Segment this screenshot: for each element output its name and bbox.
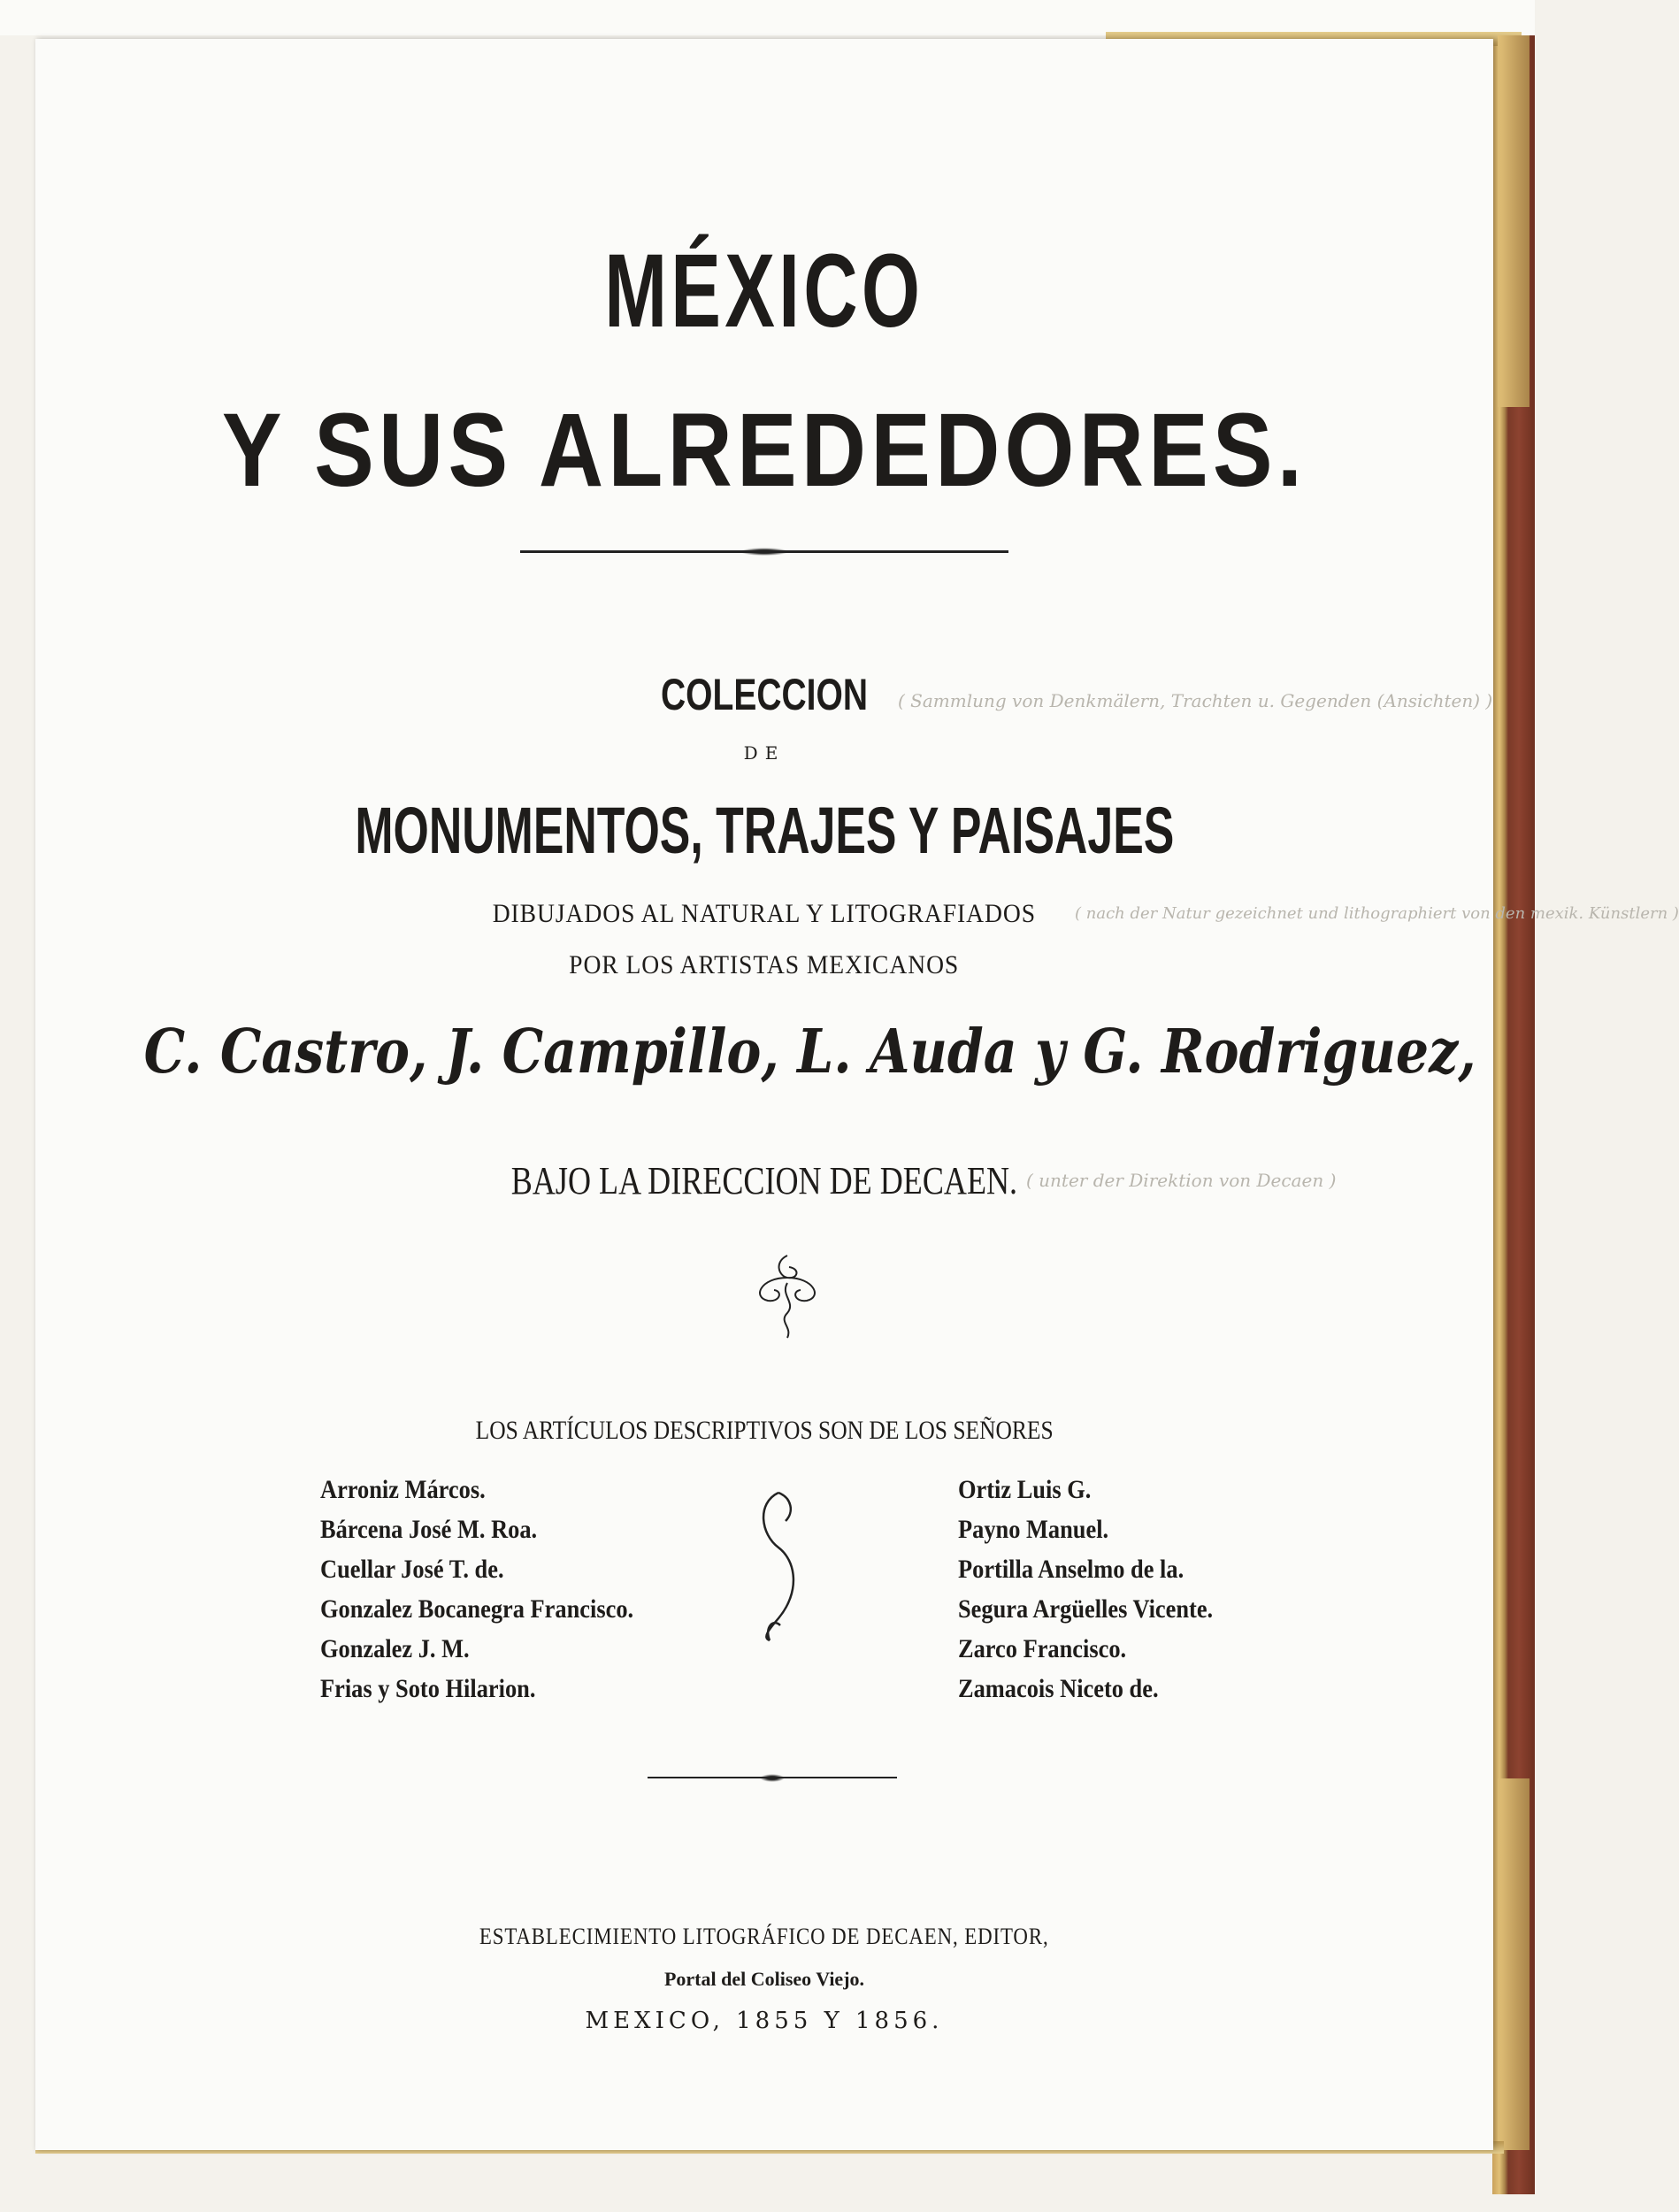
contributors-heading: LOS ARTÍCULOS DESCRIPTIVOS SON DE LOS SEÑORES bbox=[475, 1416, 1054, 1445]
contributor-name: Bárcena José M. Roa. bbox=[320, 1515, 538, 1544]
contributor-name: Zamacois Niceto de. bbox=[958, 1674, 1159, 1703]
contributor-name: Segura Argüelles Vicente. bbox=[958, 1594, 1214, 1624]
contributors-heading-row bbox=[35, 1416, 1493, 1446]
contributor-name: Cuellar José T. de. bbox=[320, 1555, 504, 1584]
title-page bbox=[35, 39, 1679, 2150]
background-top bbox=[0, 0, 1535, 35]
bajo-line: BAJO LA DIRECCION DE DECAEN. bbox=[510, 1159, 1018, 1202]
pencil-note-coleccion: ( Sammlung von Denkmälern, Trachten u. Gegenden (Ansichten) ) bbox=[898, 690, 1493, 711]
dibujados-line: DIBUJADOS AL NATURAL Y LITOGRAFIADOS bbox=[492, 899, 1037, 928]
pencil-note-dibujados: ( nach der Natur gezeichnet und lithographiert von den mexik. Künstlern ) bbox=[1075, 904, 1679, 923]
de-label: DE bbox=[743, 742, 786, 764]
title-line-1: MÉXICO bbox=[604, 233, 924, 349]
flourish-ornament-s bbox=[743, 1486, 814, 1645]
monumentos-heading: MONUMENTOS, TRAJES Y PAISAJES bbox=[355, 794, 1174, 867]
divider-rule-bottom bbox=[648, 1777, 897, 1778]
imprint-place-date: MEXICO, 1855 Y 1856. bbox=[585, 2008, 944, 2034]
imprint-establecimiento: ESTABLECIMIENTO LITOGRÁFICO DE DECAEN, EDITOR, bbox=[479, 1924, 1049, 1949]
contributor-name: Arroniz Márcos. bbox=[320, 1475, 486, 1504]
gilt-edge-right-top bbox=[1498, 35, 1530, 407]
contributor-name: Gonzalez J. M. bbox=[320, 1634, 470, 1663]
contributors-left-column bbox=[320, 1470, 676, 1709]
contributor-name: Gonzalez Bocanegra Francisco. bbox=[320, 1594, 634, 1624]
contributors-right-column bbox=[958, 1470, 1247, 1709]
imprint-establecimiento-row bbox=[35, 1924, 1493, 1950]
contributor-name: Zarco Francisco. bbox=[958, 1634, 1127, 1663]
artists-row bbox=[35, 1017, 1493, 1087]
contributor-name: Ortiz Luis G. bbox=[958, 1475, 1092, 1504]
divider-rule-top bbox=[520, 550, 1008, 553]
artists-names: C. Castro, J. Campillo, L. Auda y G. Rodriguez, bbox=[143, 1017, 1476, 1087]
contributor-name: Frias y Soto Hilarion. bbox=[320, 1674, 536, 1703]
por-line: POR LOS ARTISTAS MEXICANOS bbox=[569, 950, 960, 979]
contributor-name: Payno Manuel. bbox=[958, 1515, 1109, 1544]
monumentos-row bbox=[35, 793, 1493, 869]
flourish-ornament-center bbox=[734, 1251, 840, 1348]
contributor-name: Portilla Anselmo de la. bbox=[958, 1555, 1184, 1584]
imprint-portal: Portal del Coliseo Viejo. bbox=[663, 1968, 865, 1990]
coleccion-heading: COLECCION bbox=[661, 670, 868, 719]
por-row bbox=[35, 950, 1493, 980]
title-line-2-row bbox=[35, 388, 1493, 511]
title-line-1-row bbox=[35, 229, 1493, 351]
pencil-note-bajo: ( unter der Direktion von Decaen ) bbox=[1026, 1170, 1337, 1191]
gilt-edge-right-bottom bbox=[1498, 1778, 1530, 2150]
title-line-2: Y SUS ALREDEDORES. bbox=[221, 392, 1307, 509]
